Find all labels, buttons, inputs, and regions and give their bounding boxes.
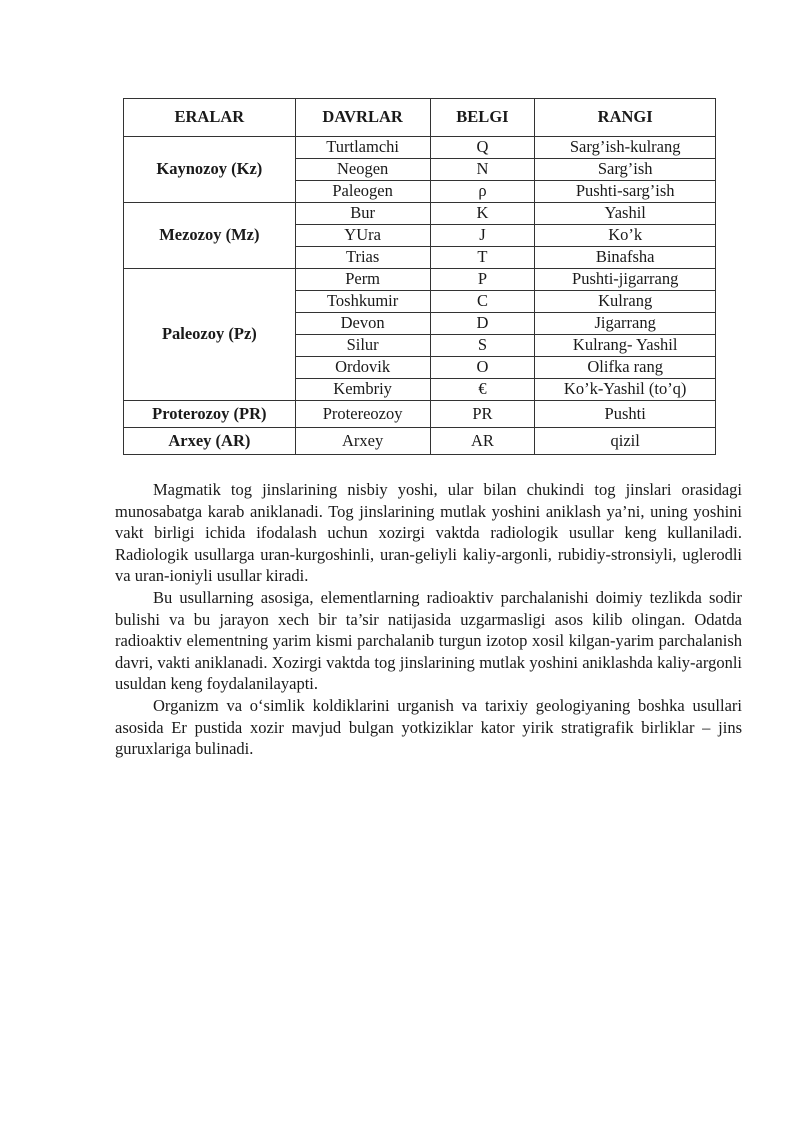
era-cell: Proterozoy (PR) (124, 401, 296, 428)
symbol-cell: P (430, 269, 535, 291)
symbol-cell: N (430, 159, 535, 181)
body-text (115, 479, 742, 760)
header-periods: DAVRLAR (295, 99, 430, 137)
header-eras: ERALAR (124, 99, 296, 137)
symbol-cell: C (430, 291, 535, 313)
period-cell: Protereozoy (295, 401, 430, 428)
paragraph: Bu usullarning asosiga, elementlarning radioaktiv parchalanishi doimiy tezlikda sodir bulishi va bu jarayon xech bir ta’sir natijasida uzgarmasligi asos kilib olingan. Odatda radioaktiv elementning yarim kismi parchalanib turgun izotop xosil kilgan-yarim parchalanish davri, vakti aniklanadi. Xozirgi vaktda tog jinslarining mutlak yoshini aniklashda kaliy-argonli usuldan keng foydalanilayapti. (115, 587, 742, 694)
color-cell: Binafsha (535, 247, 716, 269)
symbol-cell: O (430, 357, 535, 379)
period-cell: Silur (295, 335, 430, 357)
table-row (124, 269, 716, 291)
period-cell: Trias (295, 247, 430, 269)
color-cell: Sarg’ish (535, 159, 716, 181)
period-cell: Devon (295, 313, 430, 335)
table-row (124, 428, 716, 455)
table-row (124, 401, 716, 428)
geologic-eras-table (123, 98, 716, 455)
period-cell: Toshkumir (295, 291, 430, 313)
paragraph: Magmatik tog jinslarining nisbiy yoshi, ular bilan chukindi tog jinslari orasidagi munosabatga karab aniklanadi. Tog jinslarining mutlak yoshini aniklash ya’ni, uning yoshini vakt birligi ichida ifodalash uchun xozirgi vaktda radiologik usullar keng kullaniladi. Radiologik usullarga uran-kurgoshinli, uran-geliyli kaliy-argonli, rubidiy-stronsiyli, uglerodli va uran-ioniyli usullar kiradi. (115, 480, 742, 586)
color-cell: Kulrang (535, 291, 716, 313)
period-cell: Turtlamchi (295, 137, 430, 159)
period-cell: Ordovik (295, 357, 430, 379)
header-symbol: BELGI (430, 99, 535, 137)
color-cell: Pushti (535, 401, 716, 428)
period-cell: Perm (295, 269, 430, 291)
period-cell: Neogen (295, 159, 430, 181)
symbol-cell: D (430, 313, 535, 335)
color-cell: Yashil (535, 203, 716, 225)
symbol-cell: € (430, 379, 535, 401)
period-cell: Kembriy (295, 379, 430, 401)
table-row (124, 137, 716, 159)
period-cell: Paleogen (295, 181, 430, 203)
symbol-cell: J (430, 225, 535, 247)
symbol-cell: T (430, 247, 535, 269)
paragraph: Organizm va o‘simlik koldiklarini urganish va tarixiy geologiyaning boshka usullari asosida Er pustida xozir mavjud bulgan yotkiziklar kator yirik stratigrafik birliklar – jins guruxlariga bulinadi. (115, 695, 742, 759)
symbol-cell: ρ (430, 181, 535, 203)
era-cell: Mezozoy (Mz) (124, 203, 296, 269)
period-cell: Bur (295, 203, 430, 225)
era-cell: Kaynozoy (Kz) (124, 137, 296, 203)
era-cell: Paleozoy (Pz) (124, 269, 296, 401)
symbol-cell: AR (430, 428, 535, 455)
period-cell: Arxey (295, 428, 430, 455)
period-cell: YUra (295, 225, 430, 247)
table-row (124, 203, 716, 225)
header-color: RANGI (535, 99, 716, 137)
color-cell: Kulrang- Yashil (535, 335, 716, 357)
symbol-cell: Q (430, 137, 535, 159)
header-row (124, 99, 716, 137)
color-cell: Pushti-jigarrang (535, 269, 716, 291)
color-cell: Ko’k (535, 225, 716, 247)
color-cell: Olifka rang (535, 357, 716, 379)
table-header (124, 99, 716, 137)
color-cell: Jigarrang (535, 313, 716, 335)
symbol-cell: PR (430, 401, 535, 428)
color-cell: Pushti-sarg’ish (535, 181, 716, 203)
era-cell: Arxey (AR) (124, 428, 296, 455)
color-cell: Sarg’ish-kulrang (535, 137, 716, 159)
symbol-cell: K (430, 203, 535, 225)
color-cell: Ko’k-Yashil (to’q) (535, 379, 716, 401)
symbol-cell: S (430, 335, 535, 357)
color-cell: qizil (535, 428, 716, 455)
table-body (124, 137, 716, 455)
